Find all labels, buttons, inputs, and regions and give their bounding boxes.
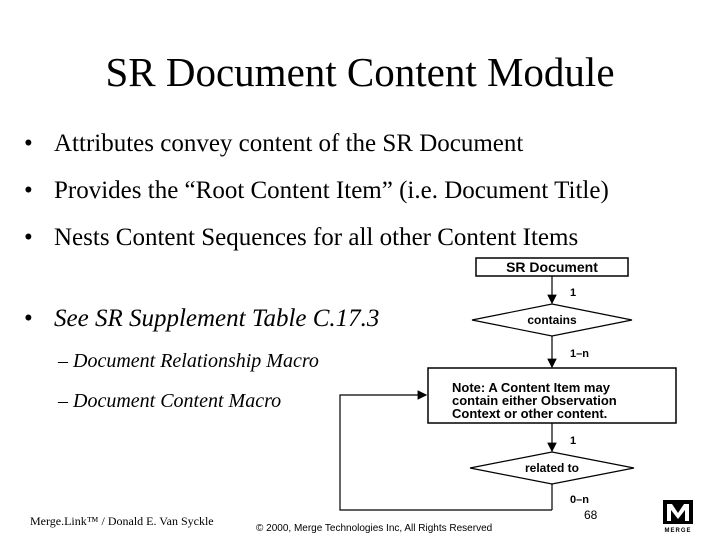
- sub-bullet-marker: –: [58, 350, 68, 372]
- logo-text: MERGE: [664, 528, 692, 534]
- footer-copyright: © 2000, Merge Technologies Inc, All Rights Reserved: [256, 523, 493, 534]
- note-text-line-2: contain either Observation: [452, 393, 617, 408]
- contains-label: contains: [527, 313, 577, 327]
- cardinality-label: 1: [570, 287, 577, 299]
- related-to-label: related to: [524, 461, 580, 475]
- bullet-text: Attributes convey content of the SR Document: [54, 130, 524, 157]
- bullet-marker: •: [24, 177, 33, 204]
- sub-bullet-text: Document Content Macro: [73, 390, 282, 412]
- bullet-marker: •: [24, 305, 33, 332]
- cardinality-label: 0–n: [570, 494, 589, 506]
- page-title: SR Document Content Module: [105, 49, 615, 95]
- bullet-text: Nests Content Sequences for all other Content Items: [54, 224, 579, 251]
- cardinality-label: 1: [570, 435, 577, 447]
- footer-author: Merge.Link™ / Donald E. Van Syckle: [30, 514, 214, 528]
- note-text-line-3: Context or other content.: [452, 406, 608, 421]
- page-number: 68: [584, 508, 598, 522]
- sub-bullet-text: Document Relationship Macro: [73, 350, 319, 372]
- note-text-line-1: Note: A Content Item may: [452, 380, 610, 395]
- merge-logo: [663, 500, 693, 534]
- bullet-text: Provides the “Root Content Item” (i.e. Document Title): [54, 177, 609, 204]
- cardinality-label: 1–n: [570, 348, 589, 360]
- sub-bullet-marker: –: [58, 390, 68, 412]
- bullet-marker: •: [24, 130, 33, 157]
- sr-document-label: SR Document: [506, 259, 598, 275]
- bullet-marker: •: [24, 224, 33, 251]
- bullet-text: See SR Supplement Table C.17.3: [54, 305, 380, 332]
